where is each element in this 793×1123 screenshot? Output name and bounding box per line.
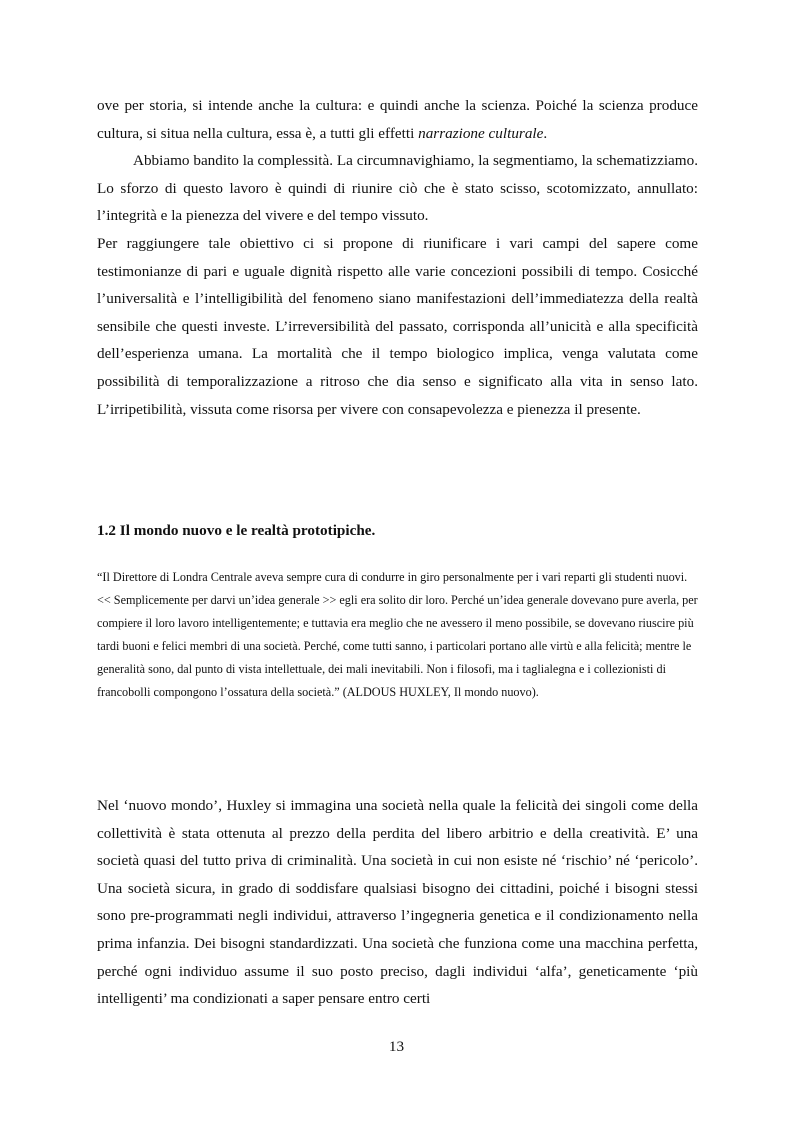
paragraph-4: Nel ‘nuovo mondo’, Huxley si immagina una società nella quale la felicità dei singoli come della collettività è stata ottenuta al prezzo della perdita del libero arbitrio e della creatività. E’ una società quasi del tutto priva di criminalità. Una società in cui non esiste né ‘rischio’ né ‘pericolo’. Una società sicura, in grado di soddisfare qualsiasi bisogno dei cittadini, poiché i bisogni stessi sono pre-programmati negli individui, attraverso l’ingegneria genetica e il condizionamento nella prima infanzia. Dei bisogni standardizzati. Una società che funziona come una macchina perfetta, perché ogni individuo assume il suo posto preciso, dagli individui ‘alfa’, geneticamente ‘più intelligenti’ ma condizionati a saper pensare entro certi (97, 797, 698, 1008)
quote-paragraph-2: << Semplicemente per darvi un’idea generale >> egli era solito dir loro. Perché un’idea generale dovevano pure averla, per compiere il loro lavoro intelligentemente; e tuttavia era meglio che ne avessero il meno possibile, se dovevano riuscire più tardi buoni e felici membri di una società. Perché, come tutti sanno, i particolari portano alle virtù e alla felicità; mentre le generalità sono, dal punto di vista intellettuale, dei mali inevitabili. Non i filosofi, ma i taglialegna e i collezionisti di francobolli compongono l’ossatura della società.” (ALDOUS HUXLEY, Il mondo nuovo). (97, 593, 698, 699)
paragraph-1-end: . (543, 124, 548, 142)
section-heading: 1.2 Il mondo nuovo e le realtà prototipiche. (97, 522, 376, 539)
section-2-text (97, 792, 698, 1013)
paragraph-2: Abbiamo bandito la complessità. La circumnavighiamo, la segmentiamo, la schematizziamo. Lo sforzo di questo lavoro è quindi di riunire ciò che è stato scisso, scotomizzato, annullato: l’integrità e la pienezza del vivere e del tempo vissuto. (97, 152, 698, 225)
quote-paragraph-1: “Il Direttore di Londra Centrale aveva sempre cura di condurre in giro personalmente per i vari reparti gli studenti nuovi. (97, 570, 688, 584)
paragraph-1 (97, 92, 698, 147)
paragraph-1-emphasis: narrazione culturale (418, 124, 544, 142)
paragraph-1-text: ove per storia, si intende anche la cultura: e quindi anche la scienza. Poiché la scienza produce cultura, si situa nella cultura, essa è, a tutti gli effetti (97, 97, 698, 142)
page-number: 13 (388, 1038, 405, 1055)
paragraph-3: Per raggiungere tale obiettivo ci si propone di riunificare i vari campi del sapere come testimonianze di pari e uguale dignità rispetto alle varie concezioni possibili di tempo. Cosicché l’universalità e l’intelligibilità del fenomeno siano manifestazioni dell’immediatezza della realtà sensibile che questi investe. L’irreversibilità del passato, corrisponda all’unicità e alla specificità dell’esperienza umana. La mortalità che il tempo biologico implica, venga valutata come possibilità di temporalizzazione a ritroso che dia senso e significato alla vita in senso lato. L’irripetibilità, vissuta come risorsa per vivere con consapevolezza e pienezza il presente. (97, 234, 698, 418)
block-quote (97, 566, 698, 704)
section-1-text (97, 92, 698, 423)
